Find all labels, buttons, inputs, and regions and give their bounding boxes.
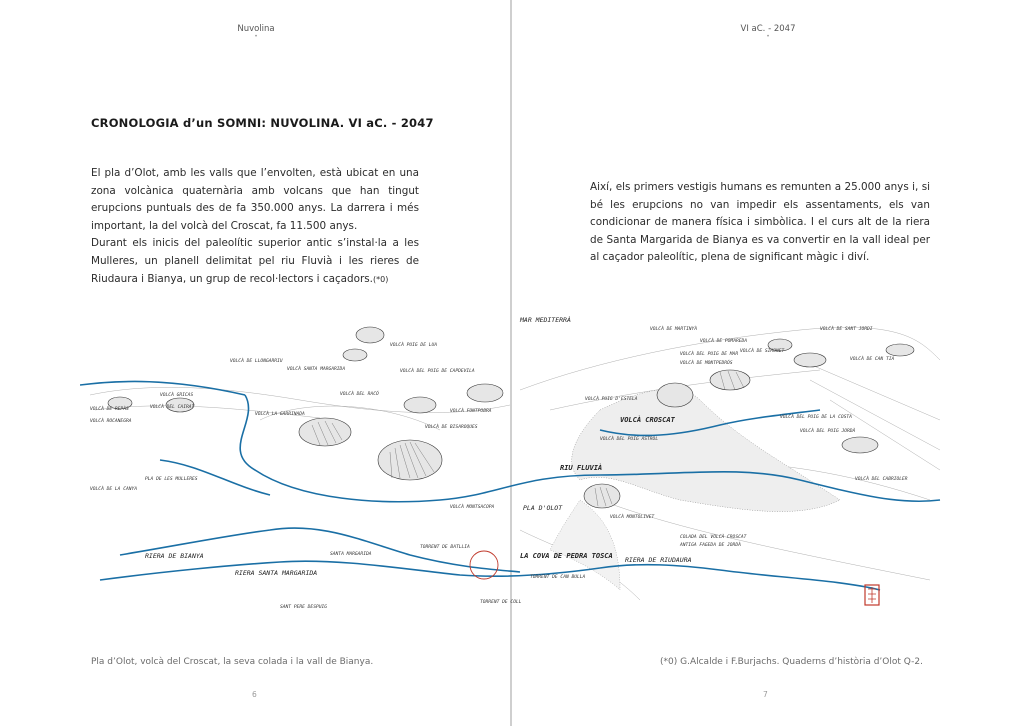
label-riera-riudaura: RIERA DE RIUDAURA <box>625 556 692 564</box>
terrain-hatching <box>90 327 940 600</box>
label-volca-puig-costa: VOLCÀ DEL PUIG DE LA COSTA <box>780 415 852 420</box>
right-body-text <box>590 179 930 267</box>
label-volca-capdevila: VOLCÀ DEL PUIG DE CAPDEVILA <box>400 369 475 374</box>
volcano <box>794 353 826 367</box>
volcano <box>299 418 351 446</box>
footnote-reference: (*0) <box>372 274 389 284</box>
label-volca-croscat: VOLCÀ CROSCAT <box>620 416 675 424</box>
page-number-left: 6 <box>252 690 257 699</box>
volcano <box>886 344 914 356</box>
label-volca-puig-astrol: VOLCÀ DEL PUIG ASTROL <box>600 437 659 442</box>
label-volca-fontpobra: VOLCÀ FONTPOBRA <box>450 409 492 414</box>
volcano <box>842 437 878 453</box>
label-volca-simonet: VOLCÀ DE SIMONET <box>740 349 785 354</box>
volcano <box>710 370 750 390</box>
label-volca-can-tia: VOLCÀ DE CAN TIA <box>850 357 895 362</box>
label-volca-puig-jorda: VOLCÀ DEL PUIG JORDÀ <box>800 429 856 434</box>
volcano <box>356 327 384 343</box>
label-torrent-can-bulla: TORRENT DE CAN BULLA <box>530 575 586 580</box>
label-volca-puig-de-mar: VOLCÀ DEL PUIG DE MAR <box>680 352 739 357</box>
chapter-title: CRONOLOGIA d’un SOMNI: NUVOLINA. VI aC. - 2047 <box>91 116 434 130</box>
volcanic-map-illustration <box>80 300 950 630</box>
page-number-right: 7 <box>763 690 768 699</box>
running-head-left <box>226 24 286 40</box>
running-head-right-text: VI aC. - 2047 <box>740 24 796 34</box>
label-volca-repas: VOLCÀ DE REPÀS <box>90 407 129 412</box>
paragraph-text: Durant els inicis del paleolític superior antic s’instal·la a les Mulleres, un planell delimitat pel riu Fluvià i les rieres de Riudaura i Bianya, un grup de recol·lectors i caçadors. <box>91 237 419 285</box>
label-riera-santa-margarida: RIERA SANTA MARGARIDA <box>235 569 318 577</box>
label-volca-llongarriu: VOLCÀ DE LLONGARRIU <box>230 359 283 364</box>
label-volca-gricas: VOLCÀ GRICAS <box>160 393 194 398</box>
label-mar: MAR MEDITERRÀ <box>520 316 571 324</box>
volcano <box>378 440 442 480</box>
volcano <box>657 383 693 407</box>
label-colada-2: ANTIGA FAGEDA DE JORDÀ <box>680 543 741 548</box>
riera-bianya <box>120 528 520 572</box>
label-riu-fluvia: RIU FLUVIÀ <box>560 464 603 472</box>
label-volca-canya: VOLCÀ DE LA CANYA <box>90 487 138 492</box>
label-volca-montsacopa: VOLCÀ MONTSACOPA <box>450 505 495 510</box>
label-riera-bianya: RIERA DE BIANYA <box>145 552 204 560</box>
riera-riudaura <box>600 565 880 590</box>
paragraph <box>91 235 419 288</box>
running-head-right <box>733 24 803 40</box>
label-sant-pere: SANT PERE DESPUIG <box>280 605 328 610</box>
label-torrent-batllia: TORRENT DE BATLLIA <box>420 545 470 550</box>
label-torrent-coll: TORRENT DE COLL <box>480 600 522 605</box>
figure-caption: Pla d’Olot, volcà del Croscat, la seva colada i la vall de Bianya. <box>91 657 374 667</box>
label-volca-bisaroques: VOLCÀ DE BISAROQUES <box>425 425 478 430</box>
label-pla-olot: PLA D'OLOT <box>523 504 563 512</box>
label-volca-puig-lua: VOLCÀ PUIG DE LUA <box>390 343 438 348</box>
map-labels <box>90 315 908 610</box>
label-volca-pomareda: VOLCÀ DE POMAREDA <box>700 339 748 344</box>
paragraph: El pla d’Olot, amb les valls que l’envolten, està ubicat en una zona volcànica quaternària amb volcans que han tingut erupcions puntuals des de fa 350.000 anys. La darrera i més important, la del volcà del Croscat, fa 11.500 anys. <box>91 167 419 232</box>
ornament-dot: • <box>766 33 770 40</box>
paragraph: Així, els primers vestigis humans es remunten a 25.000 anys i, si bé les erupcions no van impedir els assentaments, els van condicionar de manera física i simbòlica. I el curs alt de la riera de Santa Margarida de Bianya es va convertir en la vall ideal per al caçador paleolític, plena de significant màgic i diví. <box>590 181 930 264</box>
label-volca-rocanegra: VOLCÀ ROCANEGRA <box>90 419 132 424</box>
label-volca-montpedros: VOLCÀ DE MONTPEDRÓS <box>680 361 733 366</box>
label-colada: COLADA DEL VOLCÀ CROSCAT <box>680 535 747 540</box>
volcano <box>404 397 436 413</box>
label-cova: LA COVA DE PEDRA TOSCA <box>520 552 613 560</box>
label-volca-santa-margarida: VOLCÀ SANTA MARGARIDA <box>287 367 346 372</box>
label-volca-montolivet: VOLCÀ MONTOLIVET <box>610 515 655 520</box>
footnote-text: (*0) G.Alcalde i F.Burjachs. Quaderns d’història d’Olot Q-2. <box>660 657 923 667</box>
label-volca-raco: VOLCÀ DEL RACÓ <box>340 392 379 397</box>
label-volca-martinya: VOLCÀ DE MARTINYÀ <box>650 327 698 332</box>
volcano <box>467 384 503 402</box>
artist-stamp <box>865 585 879 605</box>
label-volca-sant-jordi: VOLCÀ DE SANT JORDI <box>820 327 873 332</box>
label-pla-mulleres: PLA DE LES MULLERES <box>145 477 198 482</box>
left-body-text <box>91 165 419 288</box>
riera-santa-margarida <box>100 561 600 580</box>
ornament-dot: • <box>254 33 258 40</box>
cova-highlight-circle <box>470 551 498 579</box>
label-volca-puig-estela: VOLCÀ PUIG D'ESTELA <box>585 397 638 402</box>
label-volca-cabrioler: VOLCÀ DEL CABRIOLER <box>855 477 908 482</box>
label-volca-cairat: VOLCÀ DEL CAIRAT <box>150 405 195 410</box>
label-volca-garrinada: VOLCÀ LA GARRINADA <box>255 412 305 417</box>
label-santa-margarida: SANTA MARGARIDA <box>330 552 372 557</box>
running-head-left-text: Nuvolina <box>237 24 275 34</box>
volcano <box>343 349 367 361</box>
volcano <box>584 484 620 508</box>
